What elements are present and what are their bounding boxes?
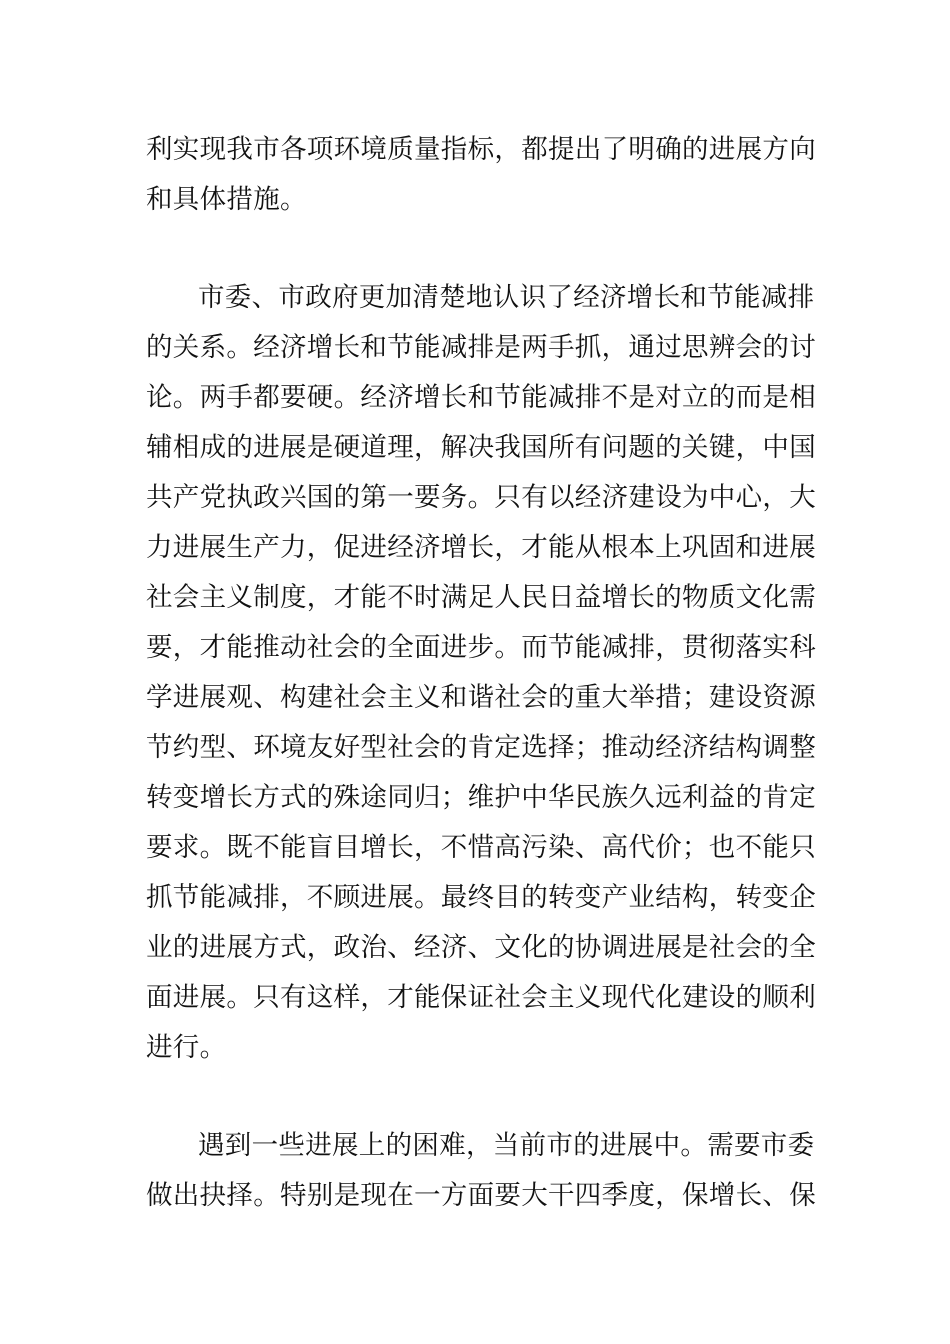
paragraph-2-line-13: 抓节能减排，不顾进展。最终目的转变产业结构，转变企 <box>146 882 816 913</box>
paragraph-2-line-1: 市委、市政府更加清楚地认识了经济增长和节能减排 <box>198 282 815 313</box>
paragraph-2-line-4: 辅相成的进展是硬道理，解决我国所有问题的关键，中国 <box>146 432 816 463</box>
paragraph-2-line-12: 要求。既不能盲目增长，不惜高污染、高代价；也不能只 <box>146 832 816 863</box>
paragraph-2-line-7: 社会主义制度，才能不时满足人民日益增长的物质文化需 <box>146 582 816 613</box>
paragraph-2-line-6: 力进展生产力，促进经济增长，才能从根本上巩固和进展 <box>146 532 816 563</box>
paragraph-2-line-2: 的关系。经济增长和节能减排是两手抓，通过思辨会的讨 <box>146 332 816 363</box>
paragraph-1-line-1: 利实现我市各项环境质量指标，都提出了明确的进展方向 <box>146 134 816 165</box>
paragraph-3-line-1: 遇到一些进展上的困难，当前市的进展中。需要市委 <box>198 1130 815 1161</box>
paragraph-2-line-10: 节约型、环境友好型社会的肯定选择；推动经济结构调整 <box>146 732 816 763</box>
paragraph-2-line-9: 学进展观、构建社会主义和谐社会的重大举措；建设资源 <box>146 682 816 713</box>
paragraph-2-line-14: 业的进展方式，政治、经济、文化的协调进展是社会的全 <box>146 932 816 963</box>
paragraph-2-line-11: 转变增长方式的殊途同归；维护中华民族久远利益的肯定 <box>146 782 816 813</box>
paragraph-3-line-2: 做出抉择。特别是现在一方面要大干四季度，保增长、保 <box>146 1180 816 1211</box>
paragraph-2-line-3: 论。两手都要硬。经济增长和节能减排不是对立的而是相 <box>146 382 816 413</box>
paragraph-2-line-16: 进行。 <box>146 1032 227 1063</box>
paragraph-2-line-5: 共产党执政兴国的第一要务。只有以经济建设为中心，大 <box>146 482 816 513</box>
paragraph-1-line-2: 和具体措施。 <box>146 184 307 215</box>
paragraph-2-line-8: 要，才能推动社会的全面进步。而节能减排，贯彻落实科 <box>146 632 816 663</box>
paragraph-2-line-15: 面进展。只有这样，才能保证社会主义现代化建设的顺利 <box>146 982 816 1013</box>
